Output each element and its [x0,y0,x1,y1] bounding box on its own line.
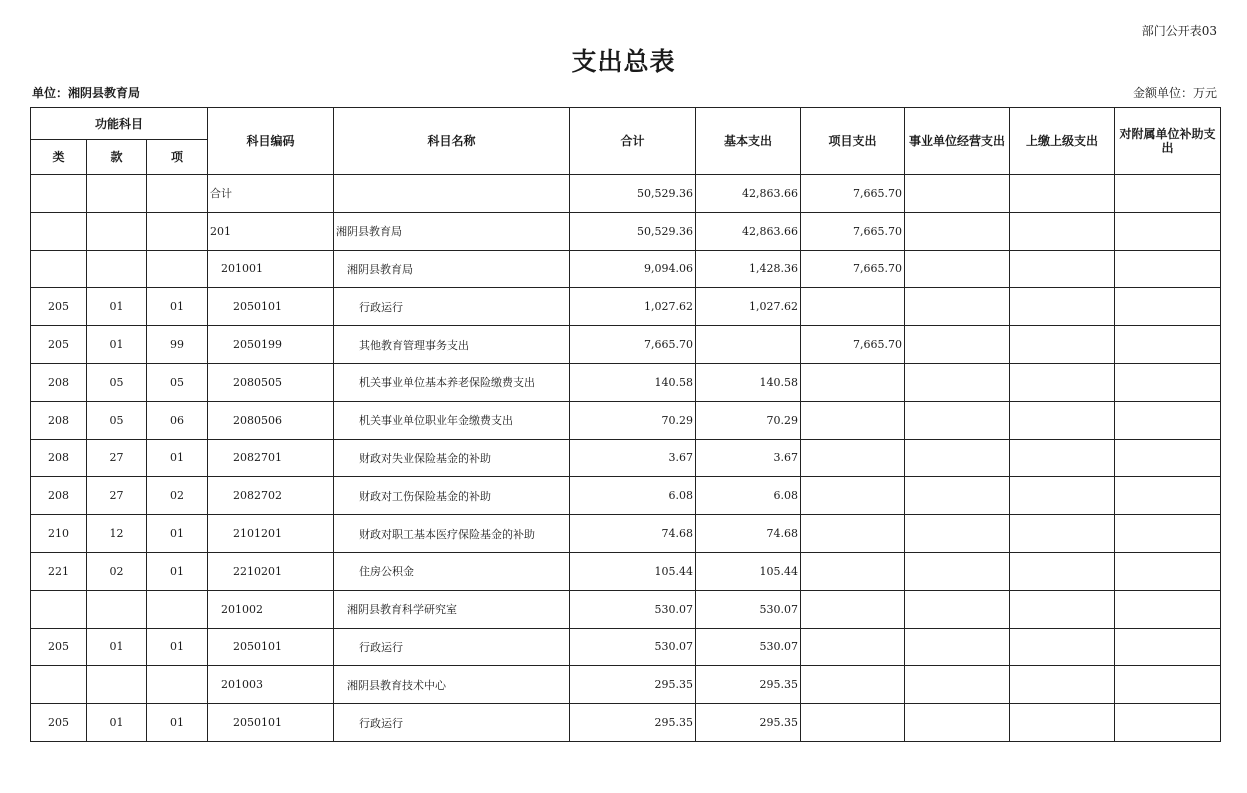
cell-basic: 105.44 [696,552,801,590]
cell-basic: 295.35 [696,704,801,742]
table-row [31,477,1221,515]
cell-lei [31,175,87,213]
cell-code: 2082702 [208,477,334,515]
cell-name: 机关事业单位基本养老保险缴费支出 [334,363,570,401]
cell-xiang: 01 [147,288,208,326]
cell-kuan: 01 [87,628,147,666]
cell-code: 201001 [208,250,334,288]
cell-kuan: 27 [87,439,147,477]
cell-xiang: 02 [147,477,208,515]
header-code: 科目编码 [208,108,334,175]
cell-lei: 205 [31,288,87,326]
cell-code: 2080505 [208,363,334,401]
cell-kuan [87,175,147,213]
cell-xiang: 01 [147,552,208,590]
header-name: 科目名称 [334,108,570,175]
cell-basic: 3.67 [696,439,801,477]
cell-name: 财政对职工基本医疗保险基金的补助 [334,515,570,553]
cell-name: 湘阴县教育科学研究室 [334,590,570,628]
page-title: 支出总表 [571,47,676,76]
cell-lei [31,212,87,250]
cell-project: 7,665.70 [801,212,905,250]
cell-project [801,704,905,742]
cell-lei: 205 [31,628,87,666]
cell-name: 行政运行 [334,628,570,666]
cell-total: 530.07 [570,628,696,666]
cell-upper [1010,704,1115,742]
cell-project [801,363,905,401]
header-basic: 基本支出 [696,108,801,175]
cell-lei: 208 [31,401,87,439]
cell-basic: 140.58 [696,363,801,401]
cell-name: 行政运行 [334,288,570,326]
cell-name: 财政对工伤保险基金的补助 [334,477,570,515]
cell-xiang: 01 [147,515,208,553]
cell-biz [905,628,1010,666]
cell-subsidy [1115,515,1221,553]
header-xiang: 项 [147,140,208,175]
cell-code: 2050101 [208,288,334,326]
header-project: 项目支出 [801,108,905,175]
cell-biz [905,363,1010,401]
cell-biz [905,515,1010,553]
header-func-group: 功能科目 [31,108,208,140]
cell-biz [905,401,1010,439]
cell-project [801,477,905,515]
cell-kuan [87,666,147,704]
cell-biz [905,666,1010,704]
cell-lei: 221 [31,552,87,590]
cell-project: 7,665.70 [801,175,905,213]
cell-project [801,288,905,326]
table-row [31,552,1221,590]
expenditure-table [30,107,1221,742]
cell-basic: 6.08 [696,477,801,515]
cell-upper [1010,477,1115,515]
cell-name: 湘阴县教育技术中心 [334,666,570,704]
cell-kuan [87,590,147,628]
cell-project: 7,665.70 [801,326,905,364]
cell-biz [905,704,1010,742]
cell-name: 其他教育管理事务支出 [334,326,570,364]
header-upper: 上缴上级支出 [1010,108,1115,175]
cell-basic: 74.68 [696,515,801,553]
cell-total: 140.58 [570,363,696,401]
cell-kuan: 01 [87,704,147,742]
cell-xiang [147,666,208,704]
cell-subsidy [1115,326,1221,364]
cell-subsidy [1115,288,1221,326]
cell-code: 2082701 [208,439,334,477]
cell-upper [1010,628,1115,666]
cell-biz [905,552,1010,590]
cell-upper [1010,439,1115,477]
cell-project [801,439,905,477]
cell-basic: 1,428.36 [696,250,801,288]
cell-biz [905,477,1010,515]
cell-kuan: 27 [87,477,147,515]
cell-upper [1010,590,1115,628]
cell-basic [696,326,801,364]
cell-name [334,175,570,213]
cell-name: 湘阴县教育局 [334,212,570,250]
cell-name: 住房公积金 [334,552,570,590]
cell-kuan [87,212,147,250]
table-row [31,175,1221,213]
cell-total: 50,529.36 [570,212,696,250]
table-row [31,590,1221,628]
cell-total: 9,094.06 [570,250,696,288]
cell-subsidy [1115,250,1221,288]
cell-upper [1010,212,1115,250]
cell-kuan: 01 [87,326,147,364]
cell-total: 3.67 [570,439,696,477]
cell-xiang: 05 [147,363,208,401]
cell-basic: 530.07 [696,590,801,628]
cell-name: 机关事业单位职业年金缴费支出 [334,401,570,439]
cell-kuan: 12 [87,515,147,553]
table-row [31,212,1221,250]
cell-subsidy [1115,212,1221,250]
cell-upper [1010,326,1115,364]
cell-code: 2050101 [208,704,334,742]
cell-subsidy [1115,666,1221,704]
cell-xiang: 01 [147,439,208,477]
cell-upper [1010,666,1115,704]
header-subsidy: 对附属单位补助支出 [1115,108,1221,175]
cell-total: 50,529.36 [570,175,696,213]
cell-total: 6.08 [570,477,696,515]
cell-code: 201002 [208,590,334,628]
cell-biz [905,212,1010,250]
cell-subsidy [1115,401,1221,439]
cell-subsidy [1115,628,1221,666]
cell-upper [1010,401,1115,439]
cell-biz [905,439,1010,477]
cell-total: 295.35 [570,704,696,742]
header-lei: 类 [31,140,87,175]
cell-xiang [147,212,208,250]
table-row [31,628,1221,666]
cell-xiang: 99 [147,326,208,364]
cell-lei: 205 [31,704,87,742]
cell-total: 105.44 [570,552,696,590]
cell-subsidy [1115,704,1221,742]
cell-total: 295.35 [570,666,696,704]
cell-project [801,515,905,553]
cell-code: 2050101 [208,628,334,666]
cell-kuan: 05 [87,401,147,439]
cell-biz [905,288,1010,326]
table-row [31,704,1221,742]
table-row [31,401,1221,439]
unit-label: 单位：湘阴县教育局 [32,86,141,100]
table-row [31,250,1221,288]
cell-basic: 295.35 [696,666,801,704]
cell-xiang: 06 [147,401,208,439]
cell-kuan: 05 [87,363,147,401]
cell-project [801,666,905,704]
cell-upper [1010,175,1115,213]
cell-basic: 1,027.62 [696,288,801,326]
cell-name: 行政运行 [334,704,570,742]
cell-name: 财政对失业保险基金的补助 [334,439,570,477]
cell-kuan: 02 [87,552,147,590]
cell-project [801,552,905,590]
table-body [31,175,1221,742]
cell-code: 201 [208,212,334,250]
cell-code: 2101201 [208,515,334,553]
cell-subsidy [1115,175,1221,213]
cell-project: 7,665.70 [801,250,905,288]
cell-xiang [147,175,208,213]
cell-biz [905,590,1010,628]
cell-code: 合计 [208,175,334,213]
cell-xiang: 01 [147,704,208,742]
cell-total: 74.68 [570,515,696,553]
cell-subsidy [1115,439,1221,477]
cell-kuan [87,250,147,288]
cell-basic: 70.29 [696,401,801,439]
cell-upper [1010,288,1115,326]
cell-biz [905,250,1010,288]
cell-project [801,590,905,628]
cell-total: 530.07 [570,590,696,628]
cell-lei [31,590,87,628]
cell-code: 2210201 [208,552,334,590]
cell-subsidy [1115,363,1221,401]
cell-total: 1,027.62 [570,288,696,326]
cell-kuan: 01 [87,288,147,326]
table-row [31,515,1221,553]
cell-lei: 208 [31,477,87,515]
form-number: 部门公开表03 [1141,24,1217,38]
cell-lei: 208 [31,363,87,401]
table-row [31,666,1221,704]
cell-lei: 208 [31,439,87,477]
cell-basic: 530.07 [696,628,801,666]
cell-xiang [147,590,208,628]
cell-upper [1010,363,1115,401]
cell-upper [1010,552,1115,590]
cell-subsidy [1115,590,1221,628]
cell-xiang [147,250,208,288]
cell-subsidy [1115,552,1221,590]
cell-name: 湘阴县教育局 [334,250,570,288]
cell-project [801,401,905,439]
cell-biz [905,326,1010,364]
cell-code: 2080506 [208,401,334,439]
cell-total: 70.29 [570,401,696,439]
cell-lei [31,666,87,704]
header-biz: 事业单位经营支出 [905,108,1010,175]
header-total: 合计 [570,108,696,175]
table-row [31,439,1221,477]
cell-upper [1010,515,1115,553]
cell-basic: 42,863.66 [696,212,801,250]
table-row [31,326,1221,364]
cell-lei: 210 [31,515,87,553]
cell-project [801,628,905,666]
cell-total: 7,665.70 [570,326,696,364]
cell-biz [905,175,1010,213]
cell-code: 2050199 [208,326,334,364]
amount-unit-label: 金额单位：万元 [1132,86,1217,100]
header-kuan: 款 [87,140,147,175]
cell-subsidy [1115,477,1221,515]
table-row [31,363,1221,401]
cell-code: 201003 [208,666,334,704]
table-row [31,288,1221,326]
cell-xiang: 01 [147,628,208,666]
cell-upper [1010,250,1115,288]
cell-lei [31,250,87,288]
cell-basic: 42,863.66 [696,175,801,213]
cell-lei: 205 [31,326,87,364]
